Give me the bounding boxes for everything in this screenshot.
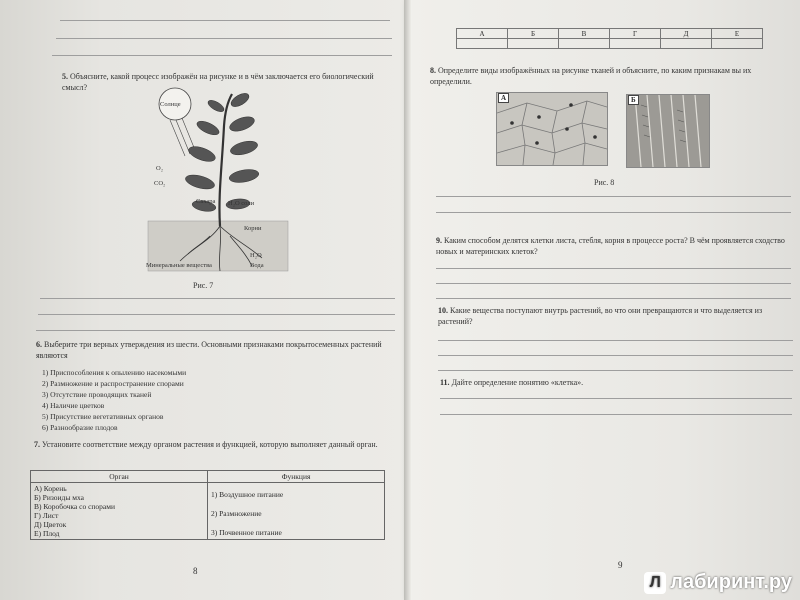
question-text: Дайте определение понятию «клетка». — [451, 378, 584, 387]
q6-option: 2) Размножение и распространение спорами — [42, 379, 184, 388]
tissue-a-bg — [497, 93, 607, 165]
page-number: 8 — [193, 566, 198, 576]
tissue-b-bg — [627, 95, 709, 167]
answer-line — [436, 298, 791, 299]
question-9 — [436, 236, 791, 257]
answer-line — [436, 283, 791, 284]
organ-item: Д) Цветок — [34, 520, 67, 529]
answer-line — [60, 20, 390, 21]
answer-header-cell: В — [559, 29, 610, 39]
question-text: Каким способом делятся клетки листа, стебля, корня в процессе роста? В чём проявляется сходство новых и материнских клеток? — [436, 236, 785, 256]
answer-line — [440, 398, 792, 399]
answer-line — [438, 340, 793, 341]
label-tissue-a: А — [498, 93, 509, 103]
organs-cell — [31, 483, 208, 540]
answer-line — [438, 370, 793, 371]
label-minerals: Минеральные вещества — [146, 262, 212, 269]
label-o2: O₂ — [156, 165, 163, 172]
answer-line — [38, 314, 395, 315]
tissue-a-image — [496, 92, 608, 166]
question-number: 11. — [440, 378, 450, 387]
answer-line — [436, 196, 791, 197]
book-spine — [404, 0, 412, 600]
label-roots: Корни — [244, 225, 262, 232]
sun-ray — [170, 120, 185, 156]
answer-cell[interactable] — [712, 39, 763, 49]
organ-item: А) Корень — [34, 484, 67, 493]
sun-ray — [176, 120, 190, 154]
label-sun: Солнце — [160, 101, 181, 108]
question-text: Какие вещества поступают внутрь растений, во что они превращаются и что выделяется из растений? — [438, 306, 763, 326]
answer-line — [56, 38, 392, 39]
sun-ray — [182, 118, 195, 150]
answer-cell[interactable] — [661, 39, 712, 49]
answer-cell[interactable] — [610, 39, 661, 49]
answer-line — [438, 355, 793, 356]
figure-7-caption: Рис. 7 — [193, 281, 214, 290]
question-number: 6. — [36, 340, 42, 349]
label-h2o: H₂O — [250, 252, 262, 259]
labirint-logo-icon: Л — [644, 572, 666, 594]
q6-option: 4) Наличие цветков — [42, 401, 105, 410]
col-function: Функция — [208, 471, 385, 483]
answer-cell[interactable] — [559, 39, 610, 49]
question-text: Выберите три верных утверждения из шести. Основными признаками покрытосеменных растений являются — [36, 340, 382, 360]
answer-line — [436, 212, 791, 213]
question-10 — [438, 306, 793, 327]
answer-line — [36, 330, 395, 331]
col-organ: Орган — [31, 471, 208, 483]
answer-line — [440, 414, 792, 415]
label-tissue-b: Б — [628, 95, 639, 105]
answer-line — [40, 298, 395, 299]
function-item: 3) Почвенное питание — [211, 528, 282, 537]
label-water-salts: H₂O соли — [228, 200, 255, 207]
q7-match-table — [30, 470, 385, 540]
answer-header-cell: Д — [661, 29, 712, 39]
q6-option: 3) Отсутствие проводящих тканей — [42, 390, 152, 399]
label-sugar: Сахара — [196, 198, 216, 205]
question-number: 5. — [62, 72, 68, 81]
answer-header-cell: Б — [508, 29, 559, 39]
organ-item: В) Коробочка со спорами — [34, 502, 116, 511]
question-number: 9. — [436, 236, 442, 245]
answer-line — [436, 268, 791, 269]
answer-header-cell: А — [457, 29, 508, 39]
right-page — [408, 0, 800, 600]
figure-8-caption: Рис. 8 — [594, 178, 615, 187]
label-co2: CO₂ — [154, 180, 166, 187]
organ-item: Б) Ризоиды мха — [34, 493, 85, 502]
answer-header-cell: Г — [610, 29, 661, 39]
question-text: Установите соответствие между органом растения и функцией, которую выполняет данный орган. — [42, 440, 378, 449]
organ-item: Г) Лист — [34, 511, 59, 520]
watermark-text: лабиринт.ру — [670, 571, 792, 593]
page-number: 9 — [618, 560, 623, 570]
question-11 — [440, 378, 795, 389]
labirint-watermark — [644, 571, 792, 594]
function-item: 2) Размножение — [211, 509, 262, 518]
functions-cell — [208, 483, 385, 540]
q6-option: 1) Приспособления к опылению насекомыми — [42, 368, 187, 377]
question-text: Объясните, какой процесс изображён на рисунке и в чём заключается его биологический смысл? — [62, 72, 374, 92]
question-8 — [430, 66, 785, 87]
answer-line — [52, 55, 392, 56]
question-number: 10. — [438, 306, 448, 315]
question-number: 7. — [34, 440, 40, 449]
question-7 — [34, 440, 396, 451]
answer-cell[interactable] — [457, 39, 508, 49]
q7-answer-table — [456, 28, 763, 49]
answer-cell[interactable] — [508, 39, 559, 49]
label-water: Вода — [250, 262, 264, 269]
q6-option: 6) Разнообразие плодов — [42, 423, 118, 432]
question-number: 8. — [430, 66, 436, 75]
question-text: Определите виды изображённых на рисунке тканей и объясните, по каким признакам вы их определили. — [430, 66, 752, 86]
answer-header-cell: Е — [712, 29, 763, 39]
function-item: 1) Воздушное питание — [211, 490, 284, 499]
tissue-b-image — [626, 94, 710, 168]
question-6 — [36, 340, 396, 361]
organ-item: Е) Плод — [34, 529, 60, 538]
q6-option: 5) Присутствие вегетативных органов — [42, 412, 164, 421]
